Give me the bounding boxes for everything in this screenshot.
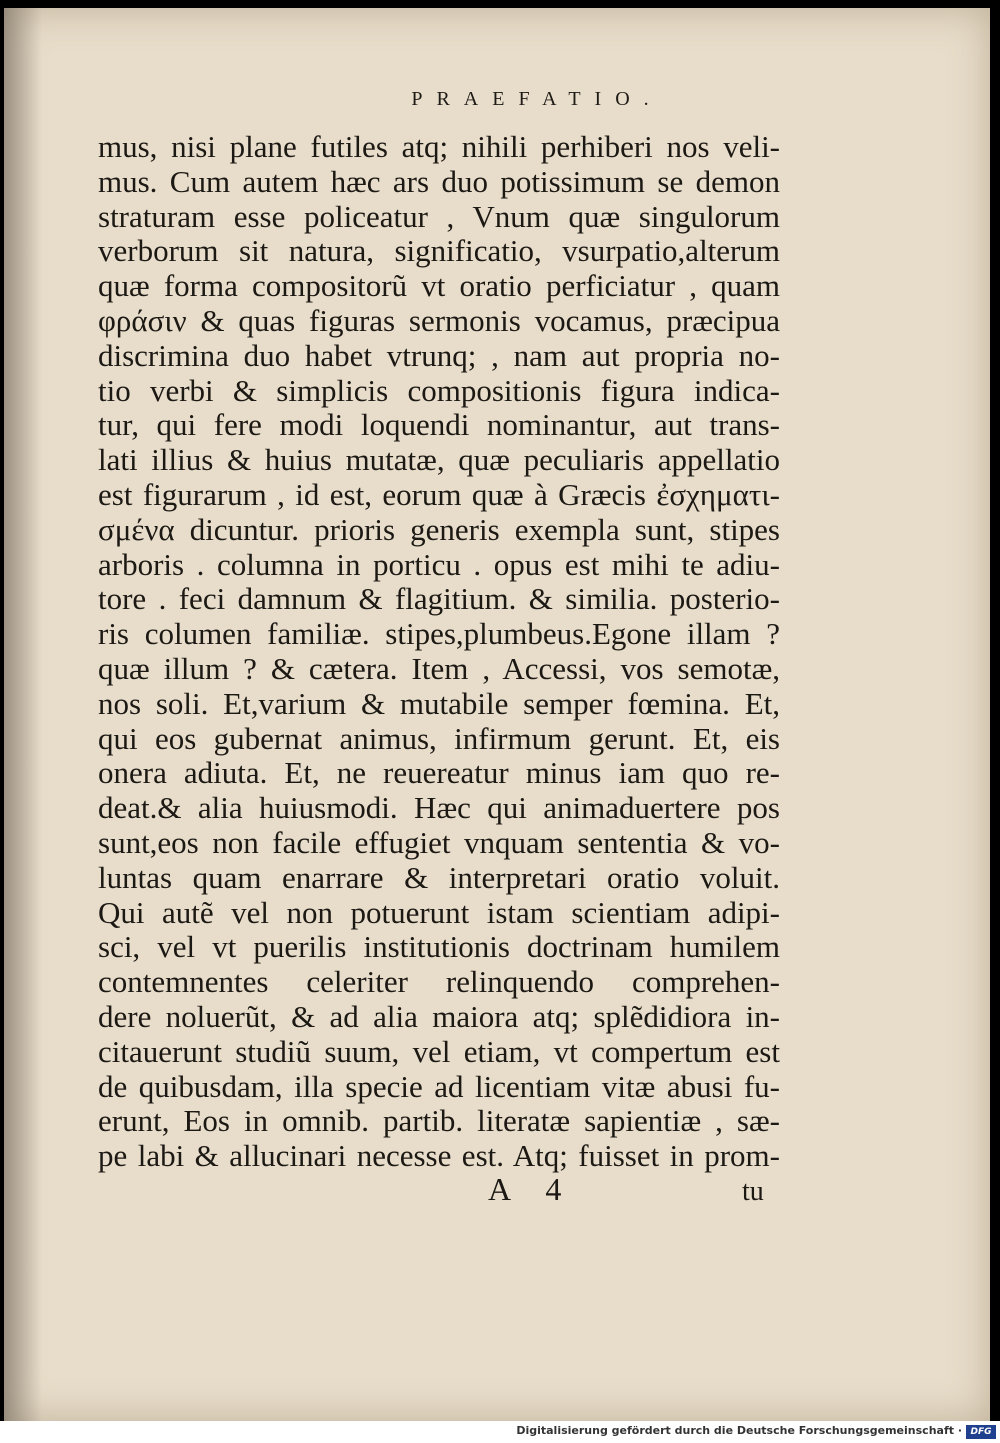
running-head: PRAEFATIO. bbox=[411, 88, 663, 110]
text-line: onera adiuta. Et, ne reuereatur minus iam quo re- bbox=[98, 755, 780, 791]
text-line: tur, qui fere modi loquendi nominantur, aut trans- bbox=[98, 407, 780, 443]
text-line: nos soli. Et,varium & mutabile semper fœmina. Et, bbox=[98, 685, 780, 721]
credit-text: Digitalisierung gefördert durch die Deutsche Forschungsgemeinschaft · bbox=[516, 1424, 962, 1437]
text-line: sci, vel vt puerilis institutionis doctrinam humilem bbox=[98, 929, 780, 965]
signature-mark: A 4 bbox=[488, 1171, 576, 1207]
text-line: Qui autẽ vel non potuerunt istam scientiam adipi- bbox=[98, 894, 780, 930]
text-line: contemnentes celeriter relinquendo comprehen- bbox=[98, 964, 780, 1000]
text-line: quæ illum ? & cætera. Item , Accessi, vos semotæ, bbox=[98, 650, 780, 686]
text-line: de quibusdam, illa specie ad licentiam vitæ abusi fu- bbox=[98, 1068, 780, 1104]
text-line: mus, nisi plane futiles atq; nihili perhiberi nos veli- bbox=[98, 129, 780, 164]
dfg-logo: DFG bbox=[966, 1425, 996, 1439]
text-line: straturam esse policeatur , Vnum quæ singulorum bbox=[98, 198, 780, 234]
text-line: tore . feci damnum & flagitium. & similia. posterio- bbox=[98, 581, 780, 617]
text-line: discrimina duo habet vtrunq; , nam aut propria no- bbox=[98, 337, 780, 373]
text-line: qui eos gubernat animus, infirmum gerunt. Et, eis bbox=[98, 720, 780, 756]
text-line: quæ forma compositorũ vt oratio perficiatur , quam bbox=[98, 268, 780, 304]
text-line: lati illius & huius mutatæ, quæ peculiaris appellatio bbox=[98, 442, 780, 478]
text-line: luntas quam enarrare & interpretari oratio voluit. bbox=[98, 859, 780, 895]
credit-bar bbox=[0, 1421, 1000, 1443]
text-line: σμένα dicuntur. prioris generis exempla sunt, stipes bbox=[98, 511, 780, 547]
text-line: erunt, Eos in omnib. partib. literatæ sapientiæ , sæ- bbox=[98, 1103, 780, 1139]
text-line: est figurarum , id est, eorum quæ à Græcis ἐσχηματι- bbox=[98, 476, 780, 512]
text-line: sunt,eos non facile effugiet vnquam sententia & vo- bbox=[98, 824, 780, 860]
text-line: φράσιν & quas figuras sermonis vocamus, præcipua bbox=[98, 302, 780, 338]
text-line: verborum sit natura, significatio, vsurpatio,alterum bbox=[98, 233, 780, 269]
text-line: mus. Cum autem hæc ars duo potissimum se demon bbox=[98, 163, 780, 199]
text-block bbox=[98, 130, 780, 1174]
book-page bbox=[4, 8, 990, 1421]
text-line: dere noluerũt, & ad alia maiora atq; splẽdidiora in- bbox=[98, 998, 780, 1034]
text-line: arboris . columna in porticu . opus est mihi te adiu- bbox=[98, 546, 780, 582]
text-line: ris columen familiæ. stipes,plumbeus.Egone illam ? bbox=[98, 616, 780, 652]
text-line: citauerunt studiũ suum, vel etiam, vt compertum est bbox=[98, 1033, 780, 1069]
text-line: pe labi & allucinari necesse est. Atq; fuisset in prom- bbox=[98, 1138, 780, 1174]
catchword: tu bbox=[742, 1176, 764, 1207]
text-line: tio verbi & simplicis compositionis figura indica- bbox=[98, 372, 780, 408]
text-line: deat.& alia huiusmodi. Hæc qui animaduertere pos bbox=[98, 790, 780, 826]
